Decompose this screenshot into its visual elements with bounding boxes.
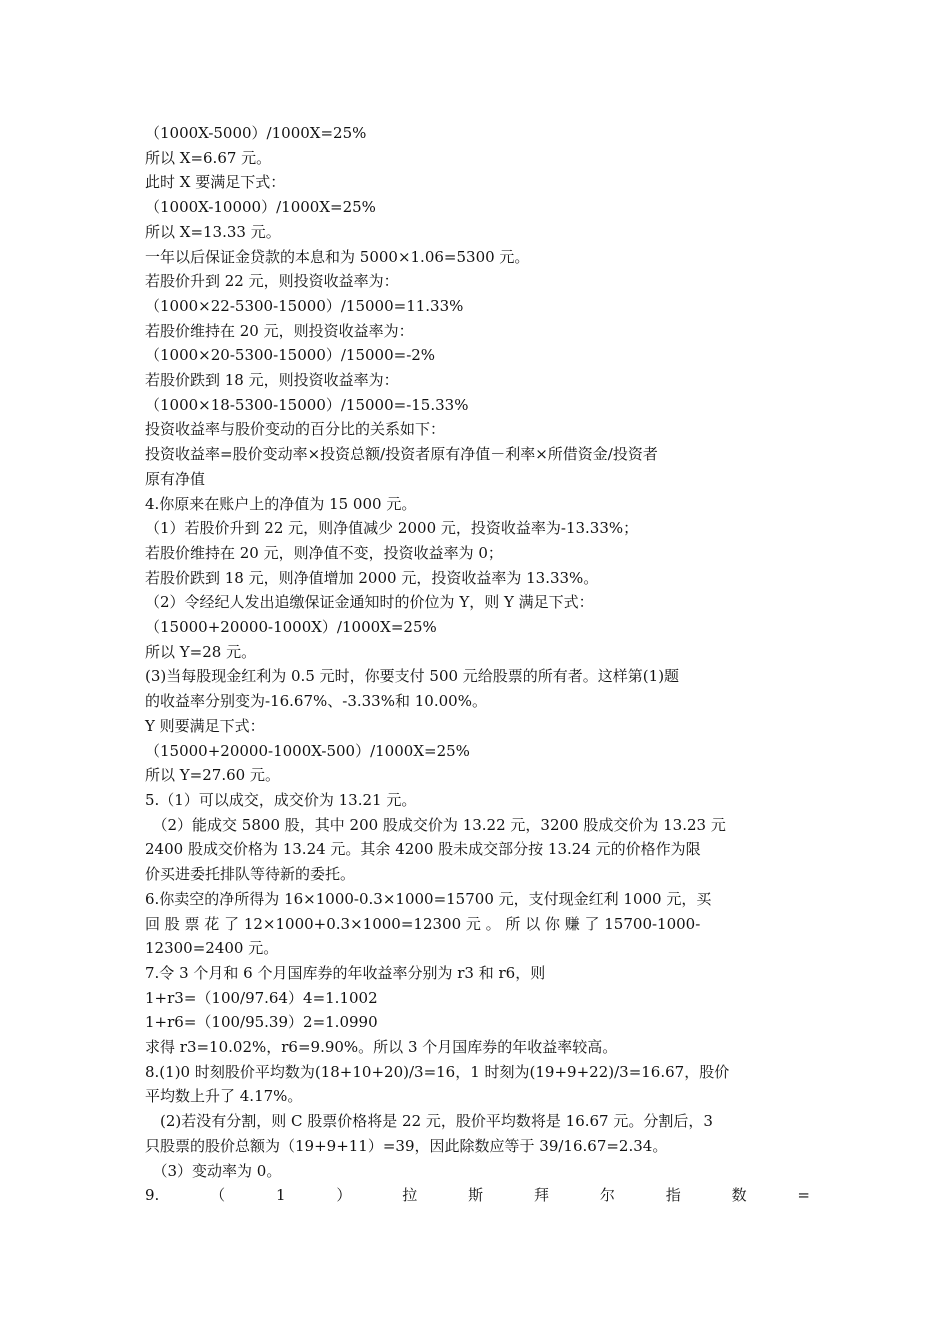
text-line: 7.令 3 个月和 6 个月国库券的年收益率分别为 r3 和 r6，则 — [145, 963, 546, 982]
text-line: 所以 X=6.67 元。 — [145, 148, 272, 167]
text-line: 所以 Y=28 元。 — [145, 642, 257, 661]
text-line: （15000+20000-1000X-500）/1000X=25% — [145, 741, 470, 760]
text-line: （1000×18-5300-15000）/15000=-15.33% — [145, 395, 469, 414]
text-line: (3)当每股现金红利为 0.5 元时，你要支付 500 元给股票的所有者。这样第(1)题 — [145, 667, 680, 686]
text-line: 的收益率分别变为-16.67%、-3.33%和 10.00%。 — [145, 692, 487, 711]
last-line-token: 斯 — [468, 1186, 484, 1205]
last-line-token: 尔 — [599, 1186, 615, 1205]
text-line: 所以 Y=27.60 元。 — [145, 766, 280, 785]
text-line: （15000+20000-1000X）/1000X=25% — [145, 618, 437, 637]
last-line-token: （ — [210, 1186, 226, 1205]
last-line-token: 拜 — [533, 1186, 549, 1205]
text-line: 投资收益率与股价变动的百分比的关系如下： — [145, 420, 446, 439]
text-line: （1000×20-5300-15000）/15000=-2% — [145, 346, 436, 365]
text-line: （1000X-10000）/1000X=25% — [145, 198, 376, 217]
text-line: 5.（1）可以成交，成交价为 13.21 元。 — [145, 790, 417, 809]
last-line-token: ） — [336, 1186, 352, 1205]
last-line-token: 数 — [731, 1186, 747, 1205]
text-line: (2)若没有分割，则 C 股票价格将是 22 元，股价平均数将是 16.67 元。分割后，3 — [145, 1112, 713, 1131]
text-line: 投资收益率=股价变动率×投资总额/投资者原有净值－利率×所借资金/投资者 — [145, 445, 658, 464]
last-line-token: 拉 — [402, 1186, 418, 1205]
text-line: （3）变动率为 0。 — [145, 1161, 282, 1180]
text-line: 若股价升到 22 元，则投资收益率为： — [145, 272, 399, 291]
text-line: 只股票的股价总额为（19+9+11）=39，因此除数应等于 39/16.67=2.34。 — [145, 1136, 668, 1155]
text-line: 原有净值 — [145, 469, 206, 488]
text-line: 一年以后保证金贷款的本息和为 5000×1.06=5300 元。 — [145, 247, 530, 266]
text-line: 2400 股成交价格为 13.24 元。其余 4200 股未成交部分按 13.24 元的价格作为限 — [145, 840, 701, 859]
text-line: 若股价跌到 18 元，则净值增加 2000 元，投资收益率为 13.33%。 — [145, 568, 599, 587]
text-line: 若股价维持在 20 元，则投资收益率为： — [145, 321, 414, 340]
text-line: 所以 X=13.33 元。 — [145, 222, 281, 241]
text-line: 6.你卖空的净所得为 16×1000-0.3×1000=15700 元，支付现金红利 1000 元，买 — [145, 889, 712, 908]
last-line-token: 9. — [145, 1186, 160, 1205]
text-line: 求得 r3=10.02%，r6=9.90%。所以 3 个月国库券的年收益率较高。 — [145, 1038, 618, 1057]
text-line: 1+r6=（100/95.39）2=1.0990 — [145, 1013, 378, 1032]
text-line: （1000X-5000）/1000X=25% — [145, 124, 367, 142]
document-body — [145, 121, 810, 1208]
text-line: 1+r3=（100/97.64）4=1.1002 — [145, 988, 378, 1007]
last-line-token: = — [797, 1186, 810, 1205]
text-line: 4.你原来在账户上的净值为 15 000 元。 — [145, 494, 417, 513]
text-line: 回 股 票 花 了 12×1000+0.3×1000=12300 元 。 所 以 你 赚 了 15700-1000- — [145, 914, 701, 933]
text-line: （2）令经纪人发出追缴保证金通知时的价位为 Y，则 Y 满足下式： — [145, 593, 594, 612]
text-line: 价买进委托排队等待新的委托。 — [145, 865, 356, 884]
text-line: Y 则要满足下式： — [145, 716, 265, 735]
last-line-token: 指 — [665, 1186, 681, 1205]
last-text-line — [145, 1183, 810, 1208]
text-line: （1000×22-5300-15000）/15000=11.33% — [145, 296, 464, 315]
text-line: 平均数上升了 4.17%。 — [145, 1087, 303, 1106]
last-line-token: 1 — [276, 1186, 286, 1205]
text-line: 若股价维持在 20 元，则净值不变，投资收益率为 0； — [145, 543, 503, 562]
text-line: （1）若股价升到 22 元，则净值减少 2000 元，投资收益率为-13.33%； — [145, 519, 639, 538]
text-line: 12300=2400 元。 — [145, 939, 279, 958]
text-line: 此时 X 要满足下式： — [145, 173, 286, 192]
text-line: 8.(1)0 时刻股价平均数为(18+10+20)/3=16，1 时刻为(19+9+22)/3=16.67，股价 — [145, 1062, 730, 1081]
text-line: 若股价跌到 18 元，则投资收益率为： — [145, 371, 399, 390]
text-line: （2）能成交 5800 股，其中 200 股成交价为 13.22 元，3200 股成交价为 13.23 元 — [145, 815, 726, 834]
